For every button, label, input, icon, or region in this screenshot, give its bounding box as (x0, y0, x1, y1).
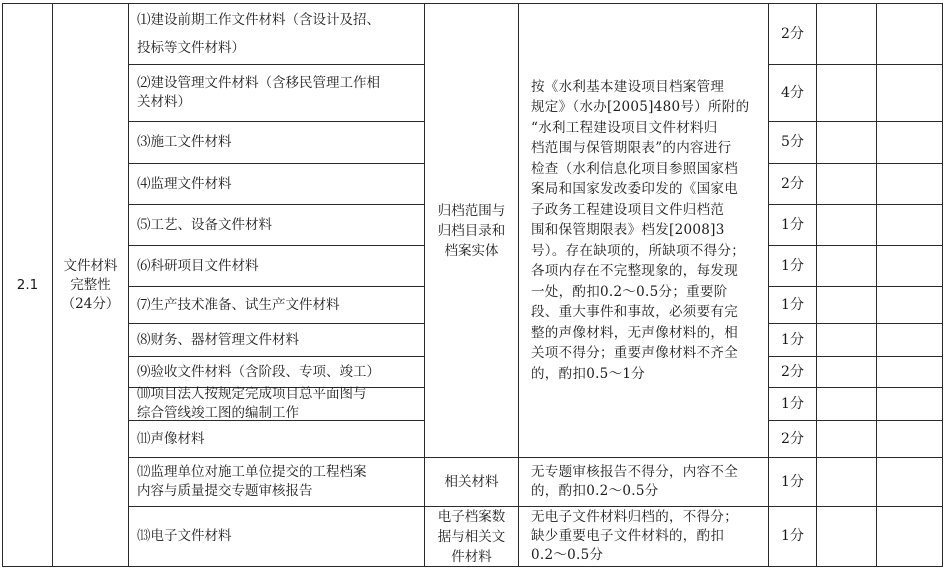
group-criteria-line: “水利工程建设项目文件材料归 (531, 119, 718, 136)
item-label-cell (129, 4, 424, 64)
item-score: 2分 (781, 363, 804, 380)
item-label-cell (129, 122, 424, 163)
item-label-line: ⑼验收文件材料（含阶段、专项、竣工） (137, 363, 380, 380)
item-score: 1分 (781, 331, 804, 348)
item-label-cell (129, 507, 424, 566)
group-criteria-line: 的，酌扣0.2～0.5分 (531, 483, 659, 499)
item-score: 2分 (781, 25, 804, 42)
section-title-line: （24分） (61, 295, 120, 312)
group-criteria-line: 一处，酌扣0.2～0.5分；重要阶 (531, 283, 728, 300)
item-label-line: ⑷监理文件材料 (137, 175, 232, 192)
group-scope-line: 据与相关文 (437, 528, 506, 545)
section-title (53, 4, 128, 566)
group-criteria-line: 规定》（水办[2005]480号）所附的 (531, 99, 750, 116)
group-scope-line: 件材料 (451, 548, 492, 565)
group-criteria-line: 按《水利基本建设项目档案管理 (531, 78, 725, 95)
group-criteria-line: 无专题审核报告不得分，内容不全 (531, 464, 738, 480)
item-label-line: 关材料） (137, 94, 191, 110)
item-score: 1分 (781, 257, 804, 274)
group-scope (425, 458, 518, 506)
group-criteria (519, 507, 768, 566)
item-label-cell (129, 324, 424, 356)
item-score: 2分 (781, 430, 804, 447)
section-title-line: 完整性 (70, 276, 111, 293)
group-scope (425, 4, 518, 457)
group-criteria (519, 4, 768, 457)
item-label-line: ⑺生产技术准备、试生产文件材料 (137, 296, 340, 313)
item-label-line: ⑹科研项目文件材料 (137, 257, 259, 274)
group-scope-line: 电子档案数 (437, 508, 506, 525)
item-label-cell (129, 458, 424, 506)
item-score: 1分 (781, 528, 804, 544)
group-criteria-line: 号）。存在缺项的，所缺项不得分； (531, 242, 746, 259)
group-criteria-line: 段、重大事件和事故，必须要有完 (531, 304, 738, 321)
item-label-cell (129, 421, 424, 457)
group-criteria-line: 缺少重要电子文件材料的，酌扣 (531, 528, 725, 544)
item-label-line: ⑻财务、器材管理文件材料 (137, 331, 299, 348)
item-label-line: ⑴建设前期工作文件材料（含设计及招、 (137, 12, 380, 28)
group-scope-line: 相关材料 (444, 474, 499, 490)
item-score: 4分 (781, 84, 804, 101)
item-label-cell (129, 205, 424, 245)
item-score: 2分 (781, 175, 804, 192)
group-scope-line: 档案实体 (444, 242, 499, 259)
group-criteria-line: 各项内存在不完整现象的，每发现 (531, 263, 738, 280)
group-criteria-line: 检查（水利信息化项目参照国家档 (531, 160, 738, 177)
section-number-text: 2.1 (16, 276, 39, 293)
group-criteria-line: 档范围与保管期限表”的内容进行 (531, 140, 732, 157)
section-number (3, 4, 52, 566)
item-label-cell (129, 357, 424, 387)
group-criteria-line: 子政务工程建设项目文件归档范 (531, 201, 725, 218)
section-title-line: 文件材料 (63, 257, 118, 274)
item-label-line: ⒀电子文件材料 (137, 528, 232, 544)
group-criteria-line: 关项不得分；重要声像材料不齐全 (531, 345, 738, 362)
item-label-line: ⑽项目法人按规定完成项目总平面图与 (137, 386, 367, 402)
item-label-cell (129, 164, 424, 204)
group-scope (425, 507, 518, 566)
group-scope-line: 归档范围与 (437, 202, 506, 219)
group-criteria-line: 整的声像材料，无声像材料的，相 (531, 324, 738, 341)
group-scope-line: 归档目录和 (437, 222, 506, 239)
item-label-line: 投标等文件材料） (137, 40, 245, 56)
item-label-cell (129, 246, 424, 286)
group-criteria (519, 458, 768, 506)
item-label-line: ⑾声像材料 (137, 430, 205, 447)
item-label-cell (129, 287, 424, 323)
item-score: 1分 (781, 473, 804, 490)
item-label-cell (129, 65, 424, 121)
item-score: 1分 (781, 216, 804, 233)
item-label-line: ⑵建设管理文件材料（含移民管理工作相 (137, 75, 380, 91)
item-label-line: 内容与质量提交专题审核报告 (137, 483, 313, 499)
item-label-line: 综合管线竣工图的编制工作 (137, 405, 299, 421)
item-label-line: ⑿监理单位对施工单位提交的工程档案 (137, 464, 367, 480)
item-score: 1分 (781, 296, 804, 313)
group-criteria-line: 围和保管期限表》档发[2008]3 (531, 222, 725, 239)
group-criteria-line: 的，酌扣0.5～1分 (531, 365, 646, 382)
item-label-line: ⑶施工文件材料 (137, 134, 232, 150)
group-criteria-line: 0.2～0.5分 (531, 547, 604, 563)
group-criteria-line: 无电子文件材料归档的，不得分； (531, 509, 738, 525)
item-score: 1分 (781, 395, 804, 412)
group-criteria-line: 案局和国家发改委印发的《国家电 (531, 181, 738, 198)
item-label-cell (129, 388, 424, 420)
item-label-line: ⑸工艺、设备文件材料 (137, 216, 272, 233)
item-score: 5分 (781, 134, 804, 150)
